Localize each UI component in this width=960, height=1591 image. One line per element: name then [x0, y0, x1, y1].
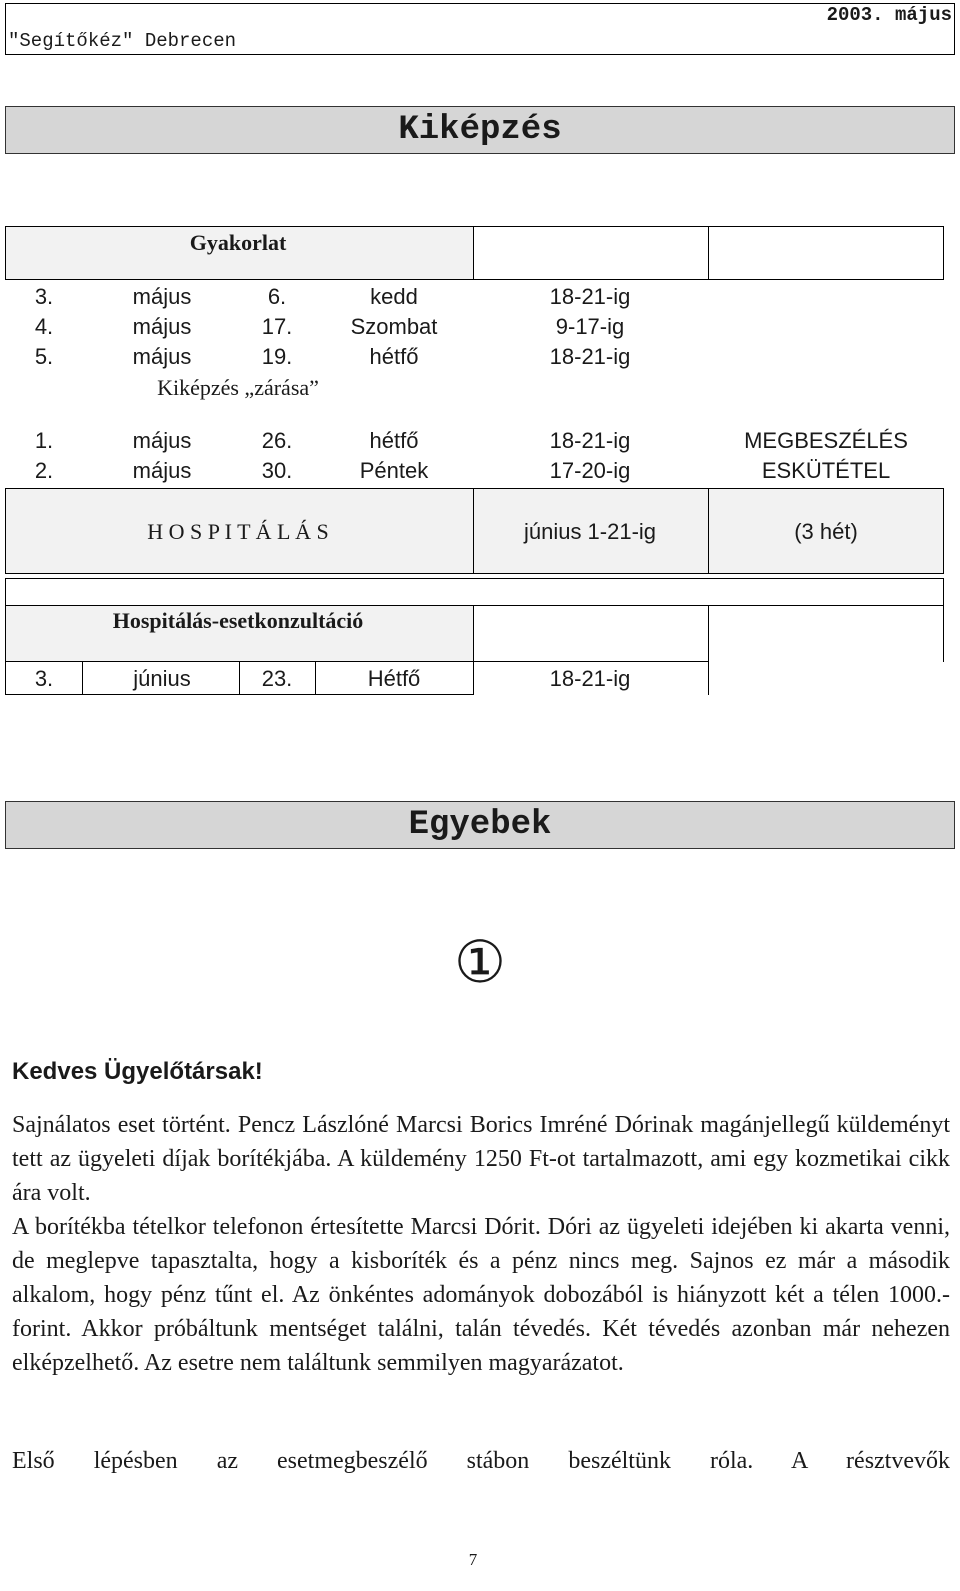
header-date: 2003. május: [826, 4, 952, 26]
consultation-empty-box: [473, 605, 709, 662]
row-time: 17-20-ig: [549, 458, 631, 483]
letter-salutation: Kedves Ügyelőtársak!: [12, 1058, 263, 1085]
row-day: 30.: [261, 458, 293, 483]
header-organization: "Segítőkéz" Debrecen: [8, 30, 237, 52]
cell-divider: [82, 661, 83, 695]
hospitation-period: június 1-21-ig: [523, 519, 657, 544]
row-event: MEGBESZÉLÉS: [744, 428, 908, 453]
row-weekday: Hétfő: [367, 666, 421, 691]
row-month: május: [132, 284, 192, 309]
row-day: 6.: [267, 284, 287, 309]
row-weekday: hétfő: [369, 428, 419, 453]
row-month: május: [132, 458, 192, 483]
closing-heading: Kiképzés „zárása”: [157, 375, 319, 400]
consultation-divider: [708, 605, 709, 695]
row-month: május: [132, 344, 192, 369]
consultation-right-border: [943, 605, 944, 662]
row-month: május: [132, 314, 192, 339]
consultation-heading: Hospitálás-esetkonzultáció: [112, 608, 364, 633]
separator-row: [5, 578, 944, 606]
row-day: 17.: [261, 314, 293, 339]
hospitation-label: H O S P I T Á L Á S: [147, 519, 329, 544]
row-num: 2.: [34, 458, 54, 483]
practice-empty-box-right: [708, 226, 944, 280]
row-day: 26.: [261, 428, 293, 453]
cell-divider: [315, 661, 316, 695]
item-number-marker: ①: [454, 930, 506, 995]
section-title-other: Egyebek: [5, 801, 955, 849]
row-time: 18-21-ig: [549, 284, 631, 309]
letter-paragraph: Sajnálatos eset történt. Pencz Lászlóné Marcsi Borics Imréné Dórinak magánjellegű küldeményt tett az ügyeleti díjak borítékjába. A küldemény 1250 Ft-ot tartalmazott, ami egy kozmetikai cikk ára volt.: [12, 1112, 950, 1206]
row-time: 18-21-ig: [549, 428, 631, 453]
row-num: 4.: [34, 314, 54, 339]
row-num: 1.: [34, 428, 54, 453]
row-month: május: [132, 428, 192, 453]
letter-paragraph: Első lépésben az esetmegbeszélő stábon beszéltünk róla. A résztvevők: [12, 1448, 950, 1474]
practice-heading: Gyakorlat: [189, 230, 287, 255]
row-event: ESKÜTÉTEL: [761, 458, 891, 483]
section-title-training: Kiképzés: [5, 106, 955, 154]
row-day: 19.: [261, 344, 293, 369]
row-num: 3.: [34, 666, 54, 691]
row-weekday: Szombat: [350, 314, 438, 339]
row-time: 18-21-ig: [549, 666, 631, 691]
hospitation-duration: (3 hét): [794, 519, 858, 544]
letter-paragraph: A borítékba tételkor telefonon értesítette Marcsi Dórit. Dóri az ügyeleti idejében ki akarta venni, de meglepve tapasztalta, hogy a kisboríték és a pénz nincs meg. Sajnos ez már a második alkalom, hogy pénz tűnt el. Az önkéntes adományok dobozából is hiányzott két a télen 1000.- forint. Akkor próbáltunk mentséget találni, talán tévedés. Két tévedés azonban már nehezen elképzelhető. Az esetre nem találtunk semmilyen magyarázatot.: [12, 1214, 950, 1376]
row-weekday: Péntek: [359, 458, 429, 483]
row-time: 9-17-ig: [555, 314, 625, 339]
row-month: június: [133, 666, 191, 691]
practice-empty-box-mid: [473, 226, 709, 280]
row-num: 5.: [34, 344, 54, 369]
cell-divider: [239, 661, 240, 695]
row-day: 23.: [261, 666, 293, 691]
page-number: 7: [468, 1550, 478, 1569]
row-time: 18-21-ig: [549, 344, 631, 369]
row-weekday: kedd: [370, 284, 418, 309]
row-weekday: hétfő: [369, 344, 419, 369]
row-num: 3.: [34, 284, 54, 309]
